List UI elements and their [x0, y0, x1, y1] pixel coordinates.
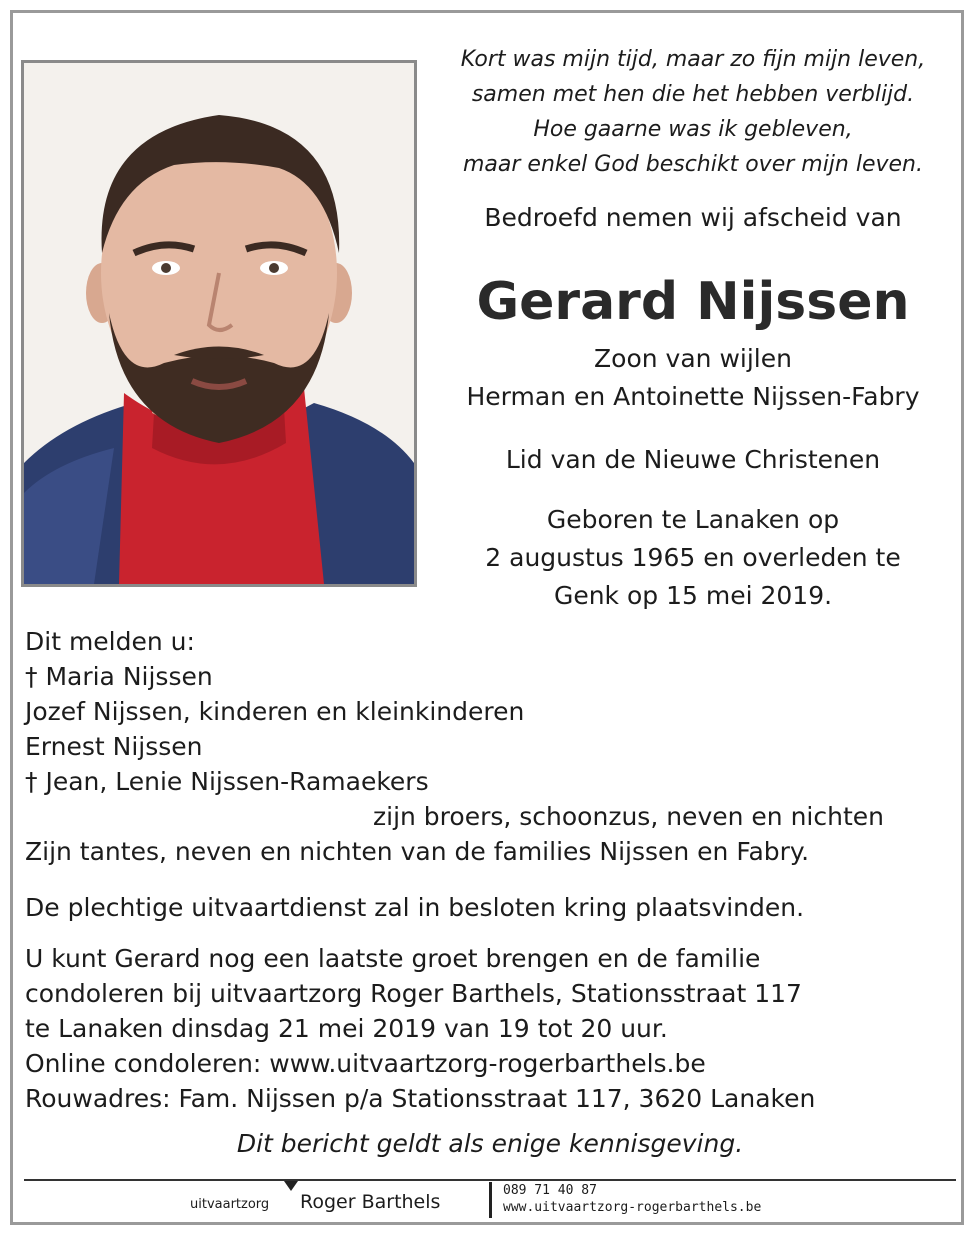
announcer-line: Ernest Nijssen [25, 732, 203, 761]
life-line: 2 augustus 1965 en overleden te [485, 543, 901, 572]
footer-contact [503, 1182, 761, 1216]
footer-brand: Roger Barthels [300, 1191, 441, 1213]
visitation-line: condoleren bij uitvaartzorg Roger Barthels, Stationsstraat 117 [25, 979, 802, 1008]
triangle-logo-icon [284, 1181, 298, 1191]
life-line: Genk op 15 mei 2019. [553, 581, 833, 610]
portrait-photo [21, 60, 417, 587]
visitation-block [25, 941, 955, 1116]
announcer-line: † Maria Nijssen [25, 662, 213, 691]
footer-separator [489, 1182, 492, 1218]
mourning-address-line: Rouwadres: Fam. Nijssen p/a Stationsstraat 117, 3620 Lanaken [25, 1084, 816, 1113]
poem-line: samen met hen die het hebben verblijd. [471, 82, 915, 107]
visitation-line: te Lanaken dinsdag 21 mei 2019 van 19 tot 20 uur. [25, 1014, 668, 1043]
portrait-illustration [24, 63, 414, 584]
footer [0, 1180, 980, 1224]
parentage-line: Herman en Antoinette Nijssen-Fabry [466, 382, 920, 411]
intro-text: Bedroefd nemen wij afscheid van [484, 203, 902, 232]
deceased-name: Gerard Nijssen [476, 272, 910, 332]
footer-prefix: uitvaartzorg [190, 1197, 270, 1212]
closing-statement: Dit bericht geldt als enige kennisgeving. [236, 1129, 744, 1158]
announcer-line: † Jean, Lenie Nijssen-Ramaekers [25, 767, 429, 796]
footer-website: www.uitvaartzorg-rogerbarthels.be [503, 1200, 762, 1215]
poem-line: Kort was mijn tijd, maar zo fijn mijn leven, [460, 47, 926, 72]
announcer-line: Jozef Nijssen, kinderen en kleinkinderen [25, 697, 525, 726]
life-details [430, 501, 956, 615]
online-condolence-line: Online condoleren: www.uitvaartzorg-rogerbarthels.be [25, 1049, 706, 1078]
poem-line: maar enkel God beschikt over mijn leven. [462, 152, 923, 177]
poem [440, 42, 946, 182]
poem-line: Hoe gaarne was ik gebleven, [533, 117, 853, 142]
announcers-block [25, 624, 955, 869]
parentage [430, 340, 956, 416]
membership: Lid van de Nieuwe Christenen [505, 445, 881, 474]
life-line: Geboren te Lanaken op [546, 505, 840, 534]
visitation-line: U kunt Gerard nog een laatste groet brengen en de familie [25, 944, 761, 973]
service-text: De plechtige uitvaartdienst zal in besloten kring plaatsvinden. [25, 893, 805, 922]
extended-family-line: Zijn tantes, neven en nichten van de families Nijssen en Fabry. [25, 837, 810, 866]
announcers-heading: Dit melden u: [25, 627, 195, 656]
parentage-line: Zoon van wijlen [594, 344, 792, 373]
relation-line: zijn broers, schoonzus, neven en nichten [373, 802, 884, 831]
footer-phone: 089 71 40 87 [503, 1183, 597, 1198]
